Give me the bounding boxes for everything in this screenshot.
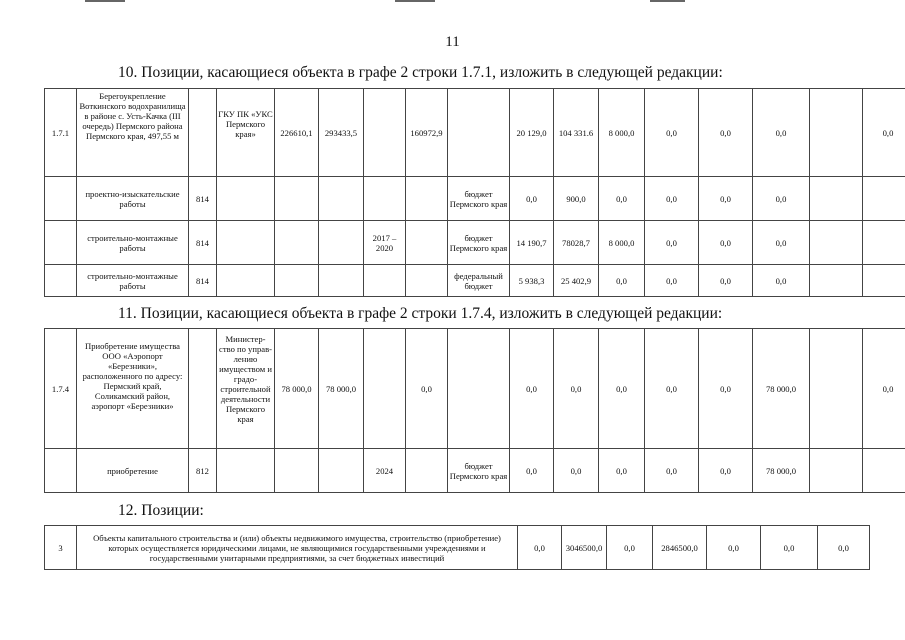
cell-value: 8 000,0 xyxy=(599,221,645,265)
table-row xyxy=(45,329,905,449)
cell-value: 0,0 xyxy=(863,89,905,177)
table-1-7-4 xyxy=(44,328,905,493)
row-code: 3 xyxy=(45,526,77,570)
table-section-12 xyxy=(44,525,870,570)
page-number: 11 xyxy=(445,34,460,50)
cell-value: 78 000,0 xyxy=(753,329,810,449)
cell-value: 78028,7 xyxy=(554,221,599,265)
work-name: проектно-изыскательские работы xyxy=(77,177,189,221)
cell-value: 0,0 xyxy=(510,449,554,493)
row-code: 1.7.1 xyxy=(45,89,77,177)
table-row xyxy=(45,265,905,297)
cell-value: 20 129,0 xyxy=(510,89,554,177)
cell-value: 0,0 xyxy=(699,89,753,177)
work-name: приобретение xyxy=(77,449,189,493)
cell-value: 78 000,0 xyxy=(275,329,319,449)
object-name: Приобретение имущества ООО «Аэропорт «Березники», расположенного по адресу: Пермский край, Соликамский район, аэропорт «Березники» xyxy=(77,329,189,449)
cell-value: 0,0 xyxy=(699,329,753,449)
cell-value: 0,0 xyxy=(645,177,699,221)
budget-code: 812 xyxy=(189,449,217,493)
cell-value: 104 331.6 xyxy=(554,89,599,177)
cell-value: 0,0 xyxy=(510,177,554,221)
table-row xyxy=(45,221,905,265)
row-code: 1.7.4 xyxy=(45,329,77,449)
funding-source: федеральный бюджет xyxy=(448,265,510,297)
cell-value: 0,0 xyxy=(699,265,753,297)
cell-value: 25 402,9 xyxy=(554,265,599,297)
table-row xyxy=(45,449,905,493)
cell-value: 0,0 xyxy=(699,177,753,221)
customer: Министер-ство по управ-лению имуществом и градо-строительной деятельности Пермского края xyxy=(217,329,275,449)
table-1-7-1 xyxy=(44,88,905,297)
cell-value: 0,0 xyxy=(707,526,761,570)
cell-value: 0,0 xyxy=(753,177,810,221)
funding-source: бюджет Пермского края xyxy=(448,449,510,493)
table-row xyxy=(45,89,905,177)
cell-value: 0,0 xyxy=(599,265,645,297)
category-text: Объекты капитального строительства и (или) объекты недвижимого имущества, строительство (приобретение) которых осуществляется юридическими лицами, не являющимися государственными учреждениями и государственными унитарными предприятиями, за счет бюджетных инвестиций xyxy=(77,526,518,570)
cell-value: 226610,1 xyxy=(275,89,319,177)
cell-value: 0,0 xyxy=(645,329,699,449)
top-edge-line xyxy=(650,0,685,2)
budget-code: 814 xyxy=(189,265,217,297)
cell-value: 0,0 xyxy=(599,449,645,493)
funding-source: бюджет Пермского края xyxy=(448,221,510,265)
budget-code: 814 xyxy=(189,221,217,265)
cell-value: 5 938,3 xyxy=(510,265,554,297)
cell-value: 78 000,0 xyxy=(319,329,364,449)
cell-value: 0,0 xyxy=(645,449,699,493)
cell-value: 0,0 xyxy=(863,329,905,449)
cell-value: 0,0 xyxy=(406,329,448,449)
top-edge-line xyxy=(395,0,435,2)
cell-value: 0,0 xyxy=(607,526,653,570)
cell-value: 2846500,0 xyxy=(653,526,707,570)
cell-value: 8 000,0 xyxy=(599,89,645,177)
object-name: Берегоукрепление Воткинского водохранилища в районе с. Усть-Качка (III очередь) Пермского района Пермского края, 497,55 м xyxy=(77,89,189,177)
cell-value: 14 190,7 xyxy=(510,221,554,265)
cell-value: 0,0 xyxy=(699,221,753,265)
period xyxy=(364,265,406,297)
cell-value: 0,0 xyxy=(645,221,699,265)
budget-code: 814 xyxy=(189,177,217,221)
cell-value: 78 000,0 xyxy=(753,449,810,493)
cell-value: 0,0 xyxy=(761,526,818,570)
period: 2024 xyxy=(364,449,406,493)
table-row xyxy=(45,177,905,221)
cell-value: 0,0 xyxy=(645,89,699,177)
cell-value: 0,0 xyxy=(599,177,645,221)
period xyxy=(364,177,406,221)
cell-value: 900,0 xyxy=(554,177,599,221)
top-edge-line xyxy=(85,0,125,2)
cell-value: 0,0 xyxy=(753,221,810,265)
cell-value: 0,0 xyxy=(753,89,810,177)
cell-value: 160972,9 xyxy=(406,89,448,177)
cell-value: 0,0 xyxy=(554,449,599,493)
cell-value: 0,0 xyxy=(645,265,699,297)
period: 2017 – 2020 xyxy=(364,221,406,265)
work-name: строительно-монтажные работы xyxy=(77,265,189,297)
cell-value: 0,0 xyxy=(518,526,562,570)
cell-value: 0,0 xyxy=(699,449,753,493)
section-12-heading: 12. Позиции: xyxy=(118,502,204,519)
table-row xyxy=(45,526,870,570)
cell-value: 0,0 xyxy=(554,329,599,449)
work-name: строительно-монтажные работы xyxy=(77,221,189,265)
section-11-heading: 11. Позиции, касающиеся объекта в графе 2 строки 1.7.4, изложить в следующей редакции: xyxy=(118,305,723,322)
cell-value: 0,0 xyxy=(599,329,645,449)
cell-value: 0,0 xyxy=(753,265,810,297)
cell-value: 0,0 xyxy=(818,526,870,570)
funding-source: бюджет Пермского края xyxy=(448,177,510,221)
customer: ГКУ ПК «УКС Пермского края» xyxy=(217,89,275,177)
cell-value: 0,0 xyxy=(510,329,554,449)
section-10-heading: 10. Позиции, касающиеся объекта в графе 2 строки 1.7.1, изложить в следующей редакции: xyxy=(118,64,723,81)
cell-value: 293433,5 xyxy=(319,89,364,177)
cell-value: 3046500,0 xyxy=(562,526,607,570)
